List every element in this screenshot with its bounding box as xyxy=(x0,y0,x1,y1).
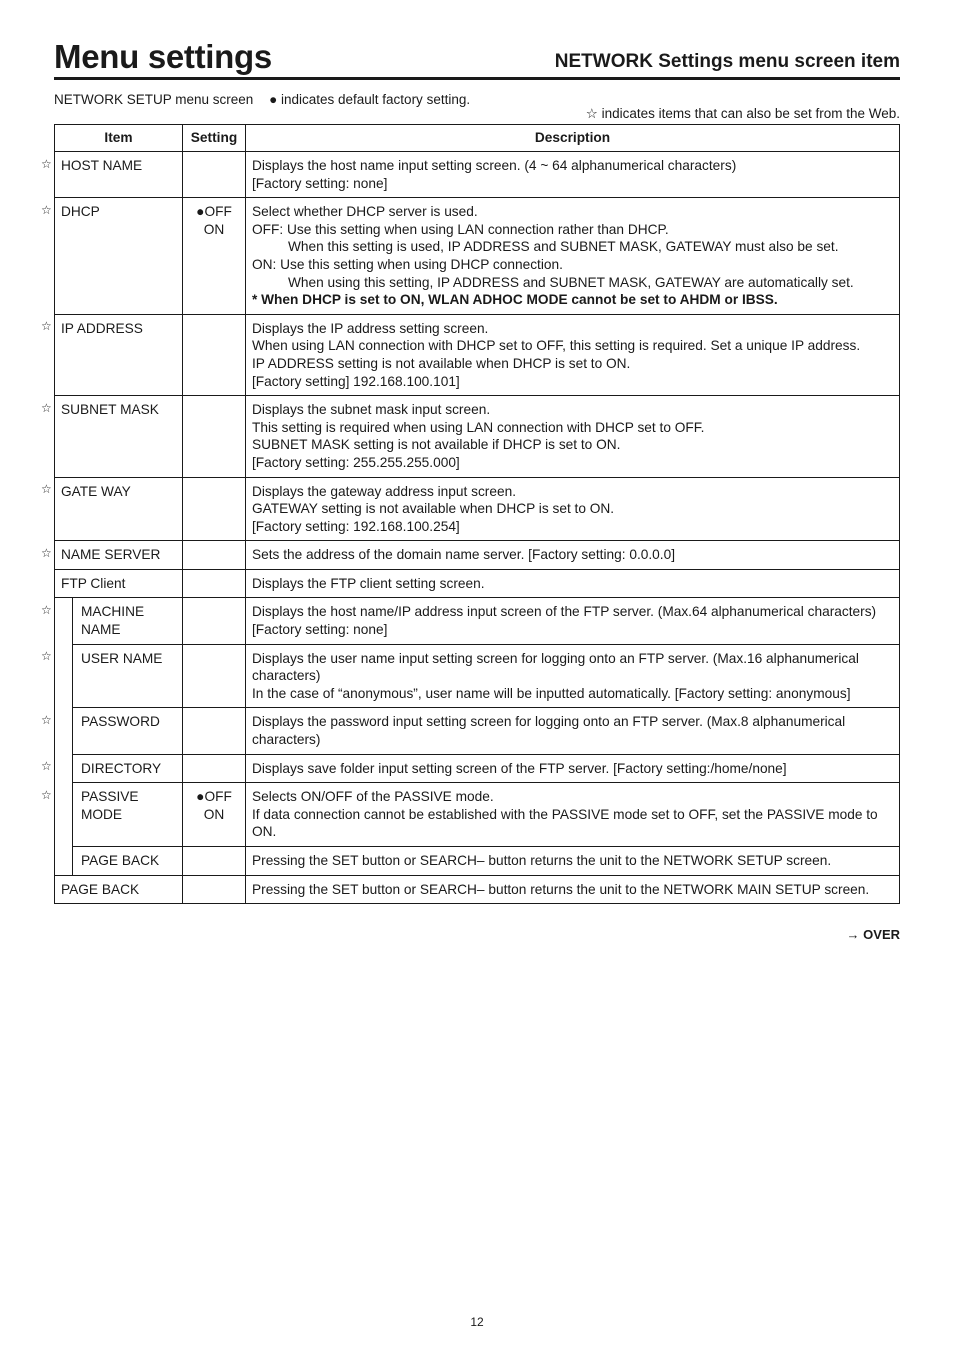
text-line: MODE xyxy=(81,806,123,822)
text-line: When this setting is used, IP ADDRESS and SUBNET MASK, GATEWAY must also be set. xyxy=(288,239,839,255)
table-row xyxy=(55,396,900,477)
text-line: Displays the password input setting screen for logging onto an FTP server. (Max.8 alphanumerical characters) xyxy=(252,714,846,748)
header-setting: Setting xyxy=(183,125,246,152)
text-line: DIRECTORY xyxy=(81,760,162,776)
item-cell xyxy=(73,598,183,644)
text-line: Select whether DHCP server is used. xyxy=(252,204,478,220)
text-line: USER NAME xyxy=(81,650,163,666)
text-line: ●OFF xyxy=(196,789,232,805)
header-description: Description xyxy=(246,125,900,152)
web-settable-star-icon: ☆ xyxy=(41,712,52,727)
network-settings-table xyxy=(54,124,900,904)
setting-cell xyxy=(183,541,246,570)
text-line: PASSIVE xyxy=(81,789,139,805)
web-settable-star-icon: ☆ xyxy=(41,202,52,217)
screen-label-line xyxy=(54,92,470,107)
description-cell xyxy=(246,541,900,570)
text-line: PAGE BACK xyxy=(81,853,160,868)
web-settable-star-icon: ☆ xyxy=(41,545,52,560)
setting-cell xyxy=(183,314,246,395)
item-cell xyxy=(55,314,183,395)
text-line: [Factory setting: none] xyxy=(252,175,388,191)
text-line: * When DHCP is set to ON, WLAN ADHOC MODE cannot be set to AHDM or IBSS. xyxy=(252,292,778,308)
item-name: SUBNET MASK xyxy=(61,402,159,418)
text-line: Sets the address of the domain name server. [Factory setting: 0.0.0.0] xyxy=(252,547,676,563)
text-line: If data connection cannot be established with the PASSIVE mode set to OFF, set the PASSIVE mode to ON. xyxy=(252,806,878,840)
web-settable-star-icon: ☆ xyxy=(41,649,52,664)
web-settable-star-icon: ☆ xyxy=(41,400,52,415)
ftp-indent-cell xyxy=(55,598,73,875)
table-header-row xyxy=(55,125,900,152)
description-cell xyxy=(246,783,900,847)
description-cell xyxy=(246,569,900,598)
table-row xyxy=(55,847,900,876)
web-settable-star-icon: ☆ xyxy=(41,156,52,171)
item-name: HOST NAME xyxy=(61,158,143,173)
text-line: Displays the host name/IP address input screen of the FTP server. (Max.64 alphanumerical characters) xyxy=(252,604,877,620)
table-row xyxy=(55,708,900,754)
setting-cell xyxy=(183,569,246,598)
page-number: 12 xyxy=(470,1315,484,1329)
item-cell xyxy=(55,541,183,570)
header-item: Item xyxy=(55,125,183,152)
description-cell xyxy=(246,598,900,644)
over-indicator xyxy=(847,927,900,942)
text-line: Displays the subnet mask input screen. xyxy=(252,402,491,418)
item-cell xyxy=(55,569,183,598)
text-line: When using this setting, IP ADDRESS and SUBNET MASK, GATEWAY are automatically set. xyxy=(288,274,854,290)
text-line: Pressing the SET button or SEARCH– button returns the unit to the NETWORK SETUP screen. xyxy=(252,853,832,868)
description-cell xyxy=(246,396,900,477)
item-cell xyxy=(55,198,183,315)
setting-cell xyxy=(183,152,246,198)
text-line: ON xyxy=(203,221,225,237)
table-row xyxy=(55,598,900,644)
text-line: GATEWAY setting is not available when DHCP is set to ON. xyxy=(252,501,615,517)
item-name: NAME SERVER xyxy=(61,547,161,563)
table-row xyxy=(55,569,900,598)
setting-cell xyxy=(183,754,246,783)
screen-label: NETWORK SETUP menu screen xyxy=(54,92,254,107)
text-line: This setting is required when using LAN connection with DHCP set to OFF. xyxy=(252,419,705,435)
text-line: [Factory setting: none] xyxy=(252,622,388,638)
text-line: When using LAN connection with DHCP set to OFF, this setting is required. Set a unique IP address. xyxy=(252,338,861,354)
text-line: Selects ON/OFF of the PASSIVE mode. xyxy=(252,789,494,805)
text-line: Displays the host name input setting screen. (4 ~ 64 alphanumerical characters) xyxy=(252,158,737,173)
item-cell xyxy=(55,477,183,541)
item-cell xyxy=(55,152,183,198)
web-note: ☆ indicates items that can also be set from the Web. xyxy=(585,106,900,121)
text-line: [Factory setting: 255.255.255.000] xyxy=(252,454,460,470)
right-arrow-icon: → xyxy=(846,927,860,942)
description-cell xyxy=(246,477,900,541)
table-row xyxy=(55,152,900,198)
description-cell xyxy=(246,847,900,876)
page-title: Menu settings xyxy=(54,38,272,75)
table-row xyxy=(55,783,900,847)
item-name: IP ADDRESS xyxy=(61,320,143,336)
text-line: IP ADDRESS setting is not available when DHCP is set to ON. xyxy=(252,355,631,371)
setting-cell xyxy=(183,708,246,754)
setting-cell xyxy=(183,644,246,708)
item-name: DHCP xyxy=(61,204,100,220)
web-settable-star-icon: ☆ xyxy=(41,482,52,496)
item-name: GATE WAY xyxy=(61,483,131,499)
text-line: NAME xyxy=(81,622,121,638)
setting-cell xyxy=(183,783,246,847)
setting-cell xyxy=(183,847,246,876)
text-line: Displays the user name input setting screen for logging onto an FTP server. (Max.16 alphanumerical characters) xyxy=(252,650,859,684)
text-line: PASSWORD xyxy=(81,714,160,730)
over-label: OVER xyxy=(863,927,900,942)
text-line: ON xyxy=(203,806,225,822)
description-cell xyxy=(246,875,900,904)
description-cell xyxy=(246,198,900,315)
table-row xyxy=(55,875,900,904)
setting-cell xyxy=(183,477,246,541)
text-line: SUBNET MASK setting is not available if DHCP is set to ON. xyxy=(252,437,621,453)
setting-cell xyxy=(183,198,246,315)
description-cell xyxy=(246,314,900,395)
text-line: Pressing the SET button or SEARCH– button returns the unit to the NETWORK MAIN SETUP screen. xyxy=(252,881,870,897)
description-cell xyxy=(246,152,900,198)
text-line: Displays the IP address setting screen. xyxy=(252,320,489,336)
setting-cell xyxy=(183,875,246,904)
item-cell xyxy=(73,783,183,847)
item-cell xyxy=(73,754,183,783)
text-line: OFF: Use this setting when using LAN connection rather than DHCP. xyxy=(252,221,669,237)
description-cell xyxy=(246,644,900,708)
text-line: ON: Use this setting when using DHCP connection. xyxy=(252,256,563,272)
web-settable-star-icon: ☆ xyxy=(41,759,52,774)
setting-cell xyxy=(183,396,246,477)
item-cell xyxy=(73,708,183,754)
text-line: MACHINE xyxy=(81,604,145,620)
table-row xyxy=(55,314,900,395)
text-line: Displays the FTP client setting screen. xyxy=(252,575,485,591)
table-row xyxy=(55,644,900,708)
title-rule xyxy=(54,77,900,80)
text-line: [Factory setting: 192.168.100.254] xyxy=(252,518,460,534)
table-row xyxy=(55,541,900,570)
item-cell xyxy=(73,644,183,708)
description-cell xyxy=(246,708,900,754)
item-cell xyxy=(73,847,183,876)
table-row xyxy=(55,198,900,315)
description-cell xyxy=(246,754,900,783)
text-line: Displays save folder input setting screen of the FTP server. [Factory setting:/home/none] xyxy=(252,760,787,776)
item-name: FTP Client xyxy=(61,575,126,591)
table-row xyxy=(55,754,900,783)
text-line: [Factory setting] 192.168.100.101] xyxy=(252,373,460,389)
text-line: Displays the gateway address input screen. xyxy=(252,483,517,499)
item-cell xyxy=(55,875,183,904)
default-note: ● indicates default factory setting. xyxy=(269,92,471,107)
item-cell xyxy=(55,396,183,477)
text-line: ●OFF xyxy=(196,204,232,220)
section-subtitle: NETWORK Settings menu screen item xyxy=(554,51,900,72)
web-settable-star-icon: ☆ xyxy=(41,787,52,802)
web-settable-star-icon: ☆ xyxy=(41,319,52,334)
table-row xyxy=(55,477,900,541)
text-line: In the case of “anonymous”, user name will be inputted automatically. [Factory setting: anonymous] xyxy=(252,685,851,701)
web-settable-star-icon: ☆ xyxy=(41,602,52,617)
setting-cell xyxy=(183,598,246,644)
item-name: PAGE BACK xyxy=(61,881,140,897)
